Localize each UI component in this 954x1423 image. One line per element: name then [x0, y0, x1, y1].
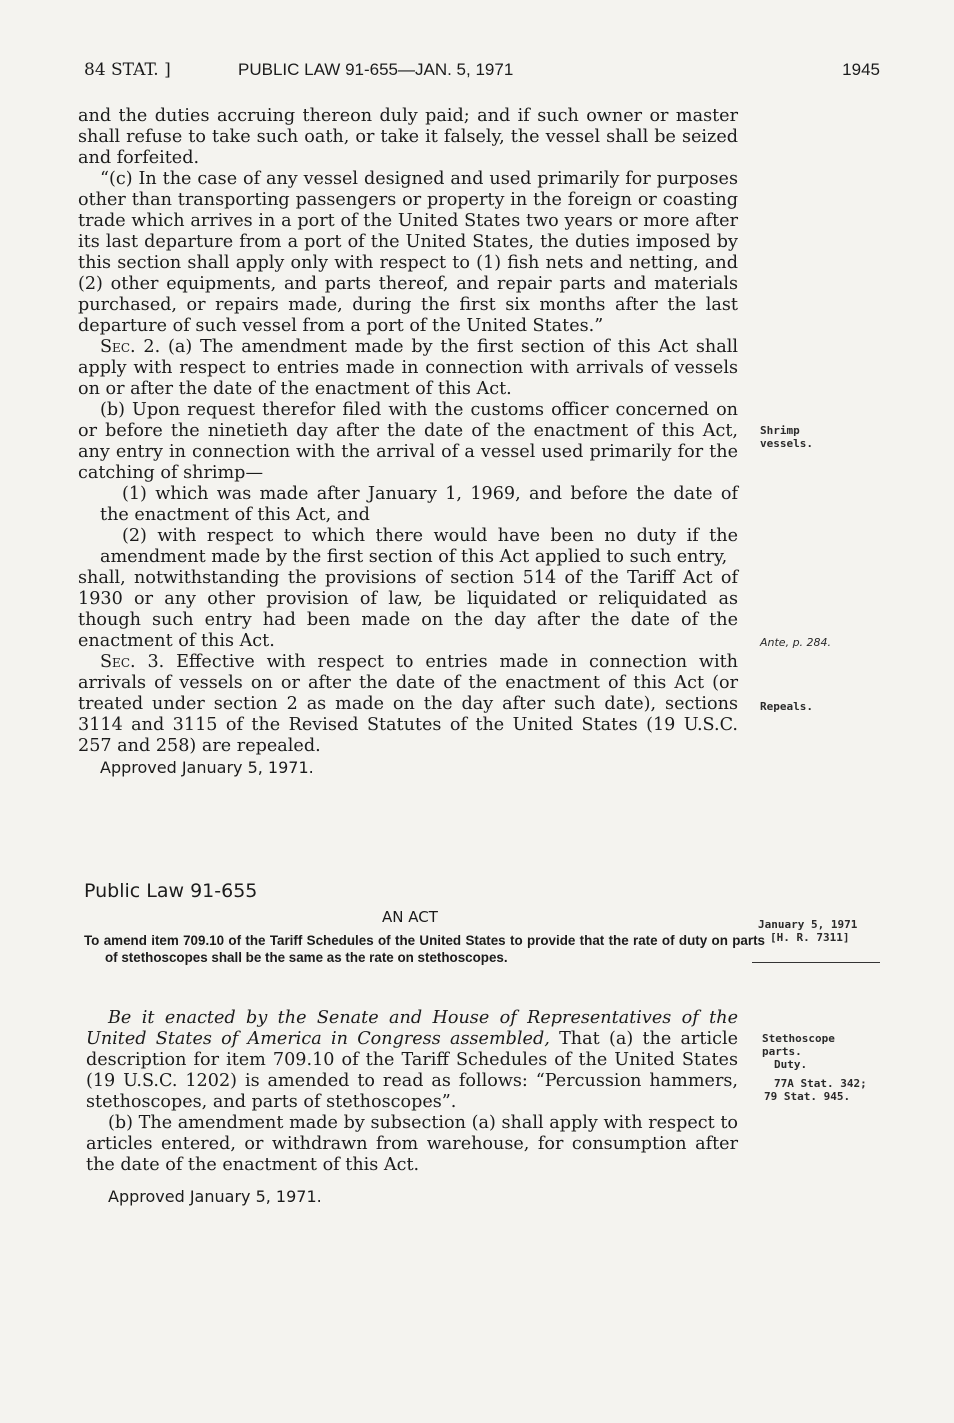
paragraph: “(c) In the case of any vessel designed and used primarily for purposes other than transporting passengers or property in the foreign or coasting trade which arrives in a port of the United States two years or more after its last departure from a port of the United States, the duties imposed by this section shall apply only with respect to (1) fish nets and netting, and (2) other equipments, and parts thereof, and repair parts and materials purchased, or repairs made, during the first six months after the last departure of such vessel from a port of the United States.” — [78, 169, 738, 336]
act-text — [86, 1008, 738, 1207]
section-2-paragraph: Sec. 2. (a) The amendment made by the first section of this Act shall apply with respect to entries made in connection with arrivals of vessels on or after the date of the enactment of this Act. — [78, 337, 738, 399]
list-item: (1) which was made after January 1, 1969, and before the date of the enactment of this Act, and — [100, 484, 738, 525]
divider — [752, 962, 880, 963]
margin-note-date: January 5, 1971 [H. R. 7311] — [758, 918, 858, 944]
approval-line: Approved January 5, 1971. — [108, 1187, 322, 1206]
statute-volume: 84 STAT. ] — [84, 60, 171, 80]
an-act-heading: AN ACT — [382, 908, 438, 926]
section-label: Sec. 3. — [100, 652, 165, 672]
list-item: (2) with respect to which there would have been no duty if the amendment made by the first section of this Act applied to such entry, — [100, 526, 738, 567]
running-title: PUBLIC LAW 91-655—JAN. 5, 1971 — [238, 60, 514, 79]
section-label: Sec. 2. — [100, 337, 161, 357]
paragraph: (b) Upon request therefor filed with the customs officer concerned on or before the ninetieth day after the date of the enactment of this Act, any entry in connection with the arrival of a vessel used primarily for the catching of shrimp— — [78, 400, 738, 483]
margin-note-ante: Ante, p. 284. — [760, 636, 832, 649]
margin-note-stethoscope: Stethoscope parts. Duty. 77A Stat. 342; 79 Stat. 945. — [762, 1032, 867, 1103]
approval-line: Approved January 5, 1971. — [100, 758, 314, 777]
paragraph: (b) The amendment made by subsection (a) shall apply with respect to articles entered, or withdrawn from warehouse, for consumption after the date of the enactment of this Act. — [86, 1113, 738, 1175]
paragraph: shall, notwithstanding the provisions of section 514 of the Tariff Act of 1930 or any other provision of law, be liquidated or reliquidated as though such entry had been made on the day after the date of the enactment of this Act. — [78, 568, 738, 651]
page-number: 1945 — [842, 60, 880, 79]
enacting-clause: Be it enacted by the Senate and House of Representatives of the United States of America in Congress assembled, — [86, 1008, 738, 1049]
section-3-paragraph: Sec. 3. Effective with respect to entries made in connection with arrivals of vessels on or after the date of the enactment of this Act (or treated under section 2 as made on the day after such date), sections 3114 and 3115 of the Revised Statutes of the United States (19 U.S.C. 257 and 258) are repealed. — [78, 652, 738, 756]
enacting-paragraph: Be it enacted by the Senate and House of Representatives of the United States of America in Congress assembled, That (a) the article description for item 709.10 of the Tariff Schedules of the United States (19 U.S.C. 1202) is amended to read as follows: “Percussion hammers, stethoscopes, and parts of stethoscopes”. — [86, 1008, 739, 1112]
public-law-title: Public Law 91-655 — [84, 880, 258, 902]
margin-note-repeals: Repeals. — [760, 700, 813, 713]
margin-note-shrimp: Shrimp vessels. — [760, 424, 813, 450]
act-purpose: To amend item 709.10 of the Tariff Schedules of the United States to provide that the rate of duty on parts of stethoscopes shall be the same as the rate on stethoscopes. — [84, 933, 765, 965]
page-header — [84, 60, 880, 86]
main-text — [78, 106, 738, 778]
paragraph: and the duties accruing thereon duly paid; and if such owner or master shall refuse to take such oath, or take it falsely, the vessel shall be seized and forfeited. — [78, 106, 738, 168]
